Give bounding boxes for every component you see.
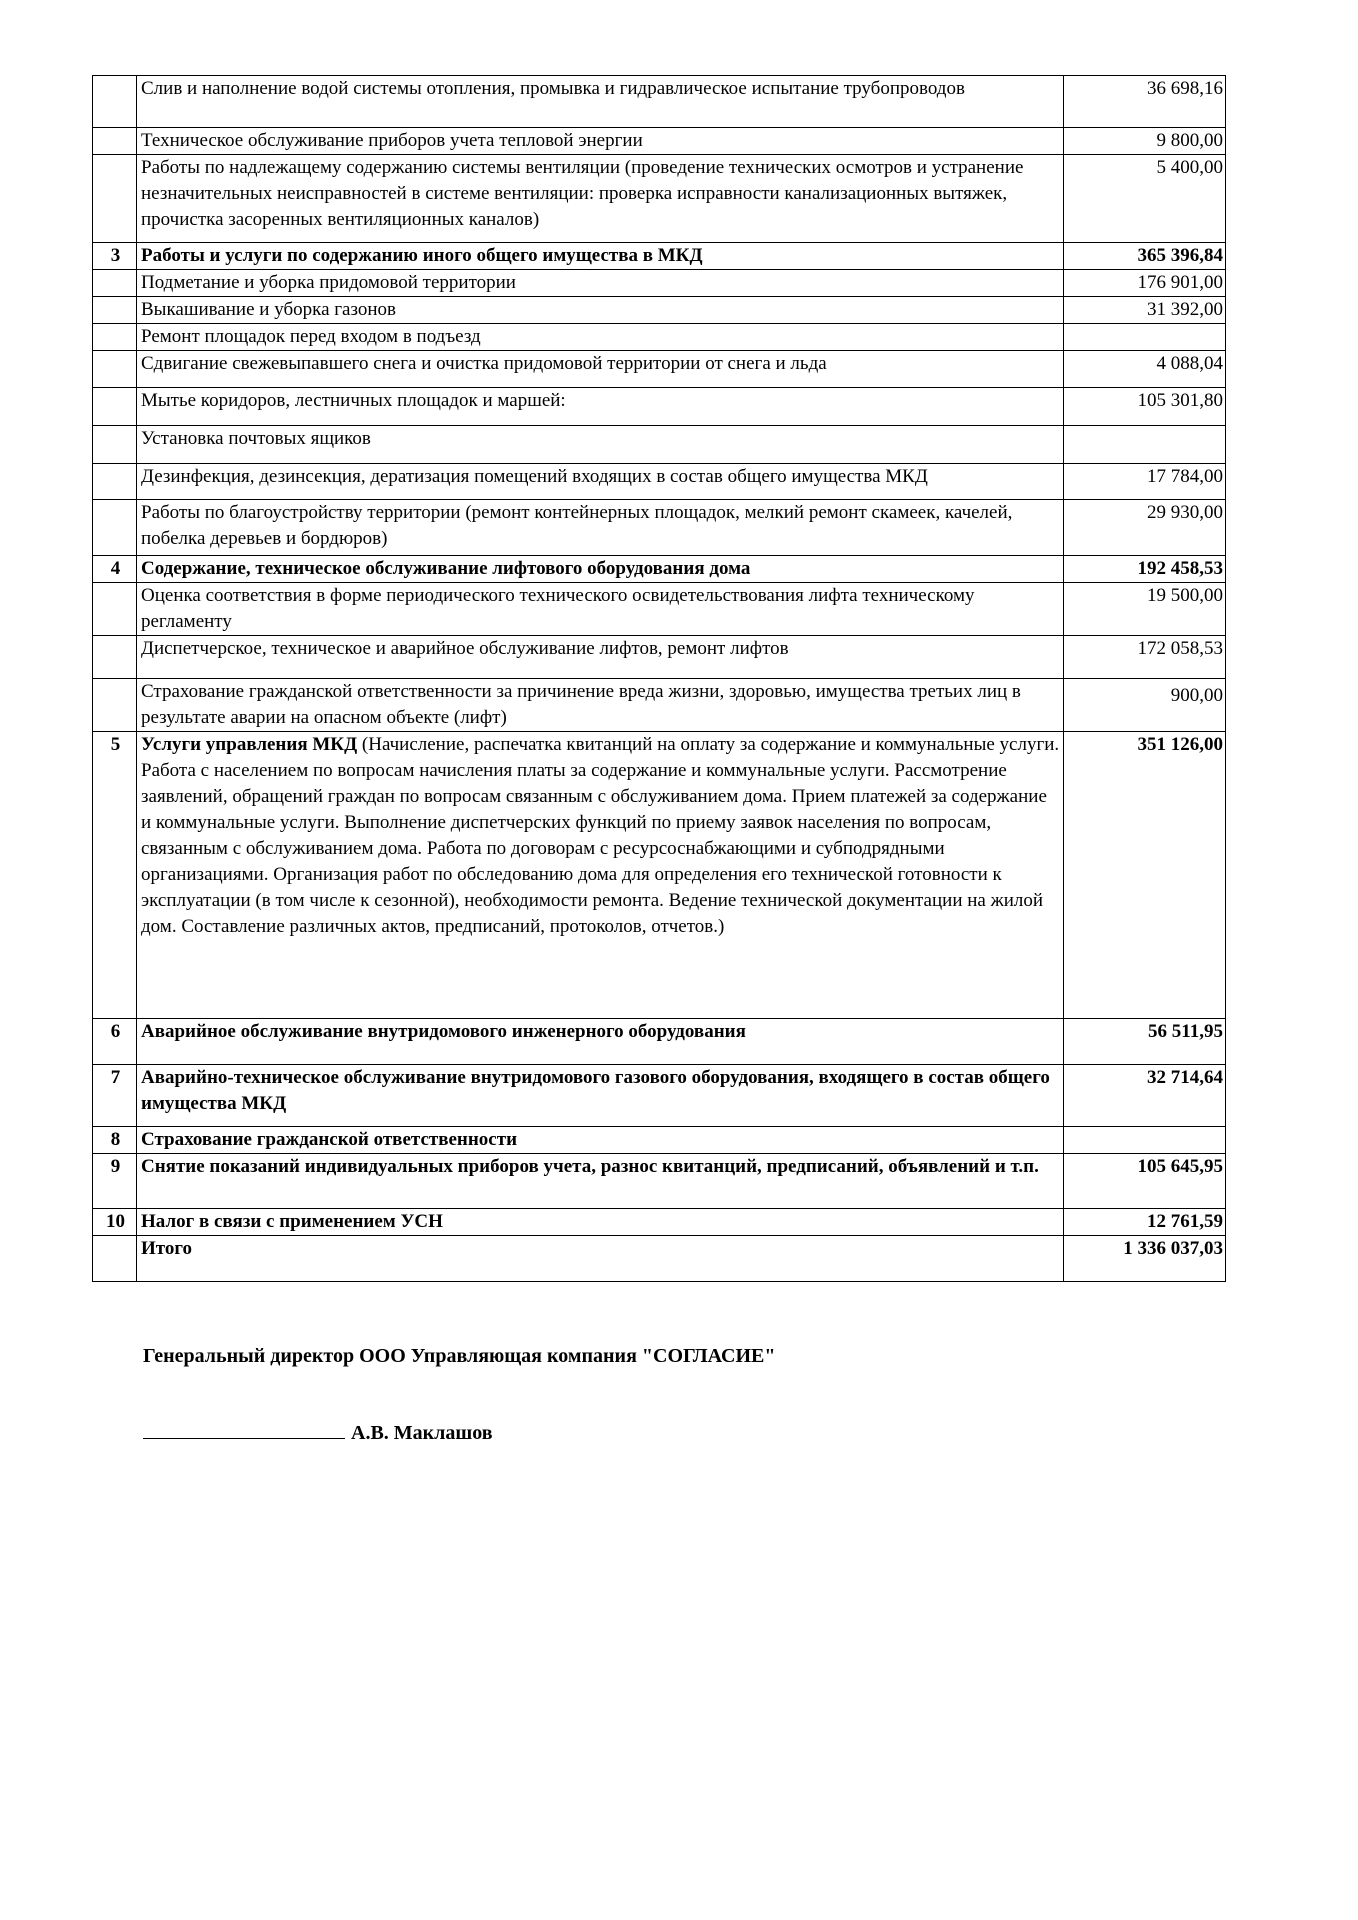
row-description: Аварийно-техническое обслуживание внутридомового газового оборудования, входящего в состав общего имущества МКД xyxy=(137,1065,1064,1127)
row-title: Услуги управления МКД xyxy=(141,734,358,755)
row-amount: 5 400,00 xyxy=(1064,155,1226,243)
table-row xyxy=(93,556,1226,583)
signature-name: А.В. Маклашов xyxy=(351,1422,493,1444)
row-amount: 105 645,95 xyxy=(1064,1154,1226,1209)
row-description: Установка почтовых ящиков xyxy=(137,426,1064,464)
row-description: Страхование гражданской ответственности xyxy=(137,1127,1064,1154)
table-row xyxy=(93,732,1226,1019)
row-amount: 32 714,64 xyxy=(1064,1065,1226,1127)
table-row xyxy=(93,1236,1226,1282)
row-amount: 105 301,80 xyxy=(1064,388,1226,426)
row-description: Работы по надлежащему содержанию системы вентиляции (проведение технических осмотров и устранение незначительных неисправностей в системе вентиляции: проверка исправности канализационных вытяжек, прочистка засоренных вентиляционных каналов) xyxy=(137,155,1064,243)
row-number xyxy=(93,324,137,351)
row-description: Страхование гражданской ответственности за причинение вреда жизни, здоровью, имущества третьих лиц в результате аварии на опасном объекте (лифт) xyxy=(137,679,1064,732)
row-description: Ремонт площадок перед входом в подъезд xyxy=(137,324,1064,351)
row-amount: 900,00 xyxy=(1064,679,1226,732)
row-amount: 351 126,00 xyxy=(1064,732,1226,1019)
table-row xyxy=(93,351,1226,388)
row-amount: 192 458,53 xyxy=(1064,556,1226,583)
row-description: Дезинфекция, дезинсекция, дератизация помещений входящих в состав общего имущества МКД xyxy=(137,464,1064,500)
row-description: Оценка соответствия в форме периодического технического освидетельствования лифта техническому регламенту xyxy=(137,583,1064,636)
row-description: Техническое обслуживание приборов учета тепловой энергии xyxy=(137,128,1064,155)
row-amount xyxy=(1064,426,1226,464)
table-row xyxy=(93,464,1226,500)
row-number: 7 xyxy=(93,1065,137,1127)
signature-block xyxy=(143,1345,776,1445)
row-number xyxy=(93,1236,137,1282)
row-number: 10 xyxy=(93,1209,137,1236)
table-row xyxy=(93,636,1226,679)
row-amount: 29 930,00 xyxy=(1064,500,1226,556)
table-row xyxy=(93,76,1226,128)
row-amount xyxy=(1064,324,1226,351)
row-amount: 12 761,59 xyxy=(1064,1209,1226,1236)
row-number xyxy=(93,297,137,324)
table-row xyxy=(93,1127,1226,1154)
table-row xyxy=(93,1154,1226,1209)
row-number xyxy=(93,155,137,243)
table-row xyxy=(93,1065,1226,1127)
row-description: Налог в связи с применением УСН xyxy=(137,1209,1064,1236)
row-number xyxy=(93,351,137,388)
row-number: 3 xyxy=(93,243,137,270)
total-amount: 1 336 037,03 xyxy=(1064,1236,1226,1282)
row-amount: 31 392,00 xyxy=(1064,297,1226,324)
table-row xyxy=(93,583,1226,636)
table-row xyxy=(93,324,1226,351)
row-number: 8 xyxy=(93,1127,137,1154)
row-amount: 4 088,04 xyxy=(1064,351,1226,388)
table-row xyxy=(93,1019,1226,1065)
row-number xyxy=(93,464,137,500)
table-row xyxy=(93,679,1226,732)
signature-underline xyxy=(143,1420,345,1439)
row-description: Снятие показаний индивидуальных приборов учета, разнос квитанций, предписаний, объявлений и т.п. xyxy=(137,1154,1064,1209)
row-amount: 36 698,16 xyxy=(1064,76,1226,128)
signature-line xyxy=(143,1420,776,1445)
row-details: (Начисление, распечатка квитанций на оплату за содержание и коммунальные услуги. Работа с населением по вопросам начисления платы за содержание и коммунальные услуги. Рассмотрение заявлений, обращений граждан по вопросам связанным с обслуживанием дома. Прием платежей за содержание и коммунальные услуги. Выполнение диспетчерских функций по приему заявок населения по вопросам, связанным с обслуживанием дома. Работа по договорам с ресурсоснабжающими и субподрядными организациями. Организация работ по обследованию дома для определения его технической готовности к эксплуатации (в том числе к сезонной), необходимости ремонта. Ведение технической документации на жилой дом. Составление различных актов, предписаний, протоколов, отчетов.) xyxy=(141,734,1060,937)
row-number xyxy=(93,270,137,297)
table-row xyxy=(93,155,1226,243)
row-number xyxy=(93,76,137,128)
row-description: Мытье коридоров, лестничных площадок и маршей: xyxy=(137,388,1064,426)
row-number: 4 xyxy=(93,556,137,583)
row-description: Слив и наполнение водой системы отопления, промывка и гидравлическое испытание трубопроводов xyxy=(137,76,1064,128)
row-number xyxy=(93,426,137,464)
row-description xyxy=(137,732,1064,1019)
row-amount: 172 058,53 xyxy=(1064,636,1226,679)
row-amount: 17 784,00 xyxy=(1064,464,1226,500)
row-number xyxy=(93,128,137,155)
table-row xyxy=(93,500,1226,556)
row-description: Выкашивание и уборка газонов xyxy=(137,297,1064,324)
row-amount: 19 500,00 xyxy=(1064,583,1226,636)
row-number: 9 xyxy=(93,1154,137,1209)
table-row xyxy=(93,270,1226,297)
table-row xyxy=(93,243,1226,270)
total-label: Итого xyxy=(137,1236,1064,1282)
row-description: Диспетчерское, техническое и аварийное обслуживание лифтов, ремонт лифтов xyxy=(137,636,1064,679)
row-description: Работы по благоустройству территории (ремонт контейнерных площадок, мелкий ремонт скамеек, качелей, побелка деревьев и бордюров) xyxy=(137,500,1064,556)
row-number: 5 xyxy=(93,732,137,1019)
services-table xyxy=(92,75,1226,1282)
row-amount xyxy=(1064,1127,1226,1154)
table-row xyxy=(93,1209,1226,1236)
table-row xyxy=(93,297,1226,324)
row-number xyxy=(93,500,137,556)
row-amount: 176 901,00 xyxy=(1064,270,1226,297)
row-description: Работы и услуги по содержанию иного общего имущества в МКД xyxy=(137,243,1064,270)
row-amount: 365 396,84 xyxy=(1064,243,1226,270)
table-row xyxy=(93,388,1226,426)
row-description: Подметание и уборка придомовой территории xyxy=(137,270,1064,297)
table-row xyxy=(93,128,1226,155)
row-number xyxy=(93,636,137,679)
table-row xyxy=(93,426,1226,464)
row-description: Содержание, техническое обслуживание лифтового оборудования дома xyxy=(137,556,1064,583)
signature-title: Генеральный директор ООО Управляющая компания "СОГЛАСИЕ" xyxy=(143,1345,776,1367)
row-number xyxy=(93,583,137,636)
row-amount: 9 800,00 xyxy=(1064,128,1226,155)
row-amount: 56 511,95 xyxy=(1064,1019,1226,1065)
row-number xyxy=(93,679,137,732)
row-description: Сдвигание свежевыпавшего снега и очистка придомовой территории от снега и льда xyxy=(137,351,1064,388)
row-number xyxy=(93,388,137,426)
row-number: 6 xyxy=(93,1019,137,1065)
row-description: Аварийное обслуживание внутридомового инженерного оборудования xyxy=(137,1019,1064,1065)
